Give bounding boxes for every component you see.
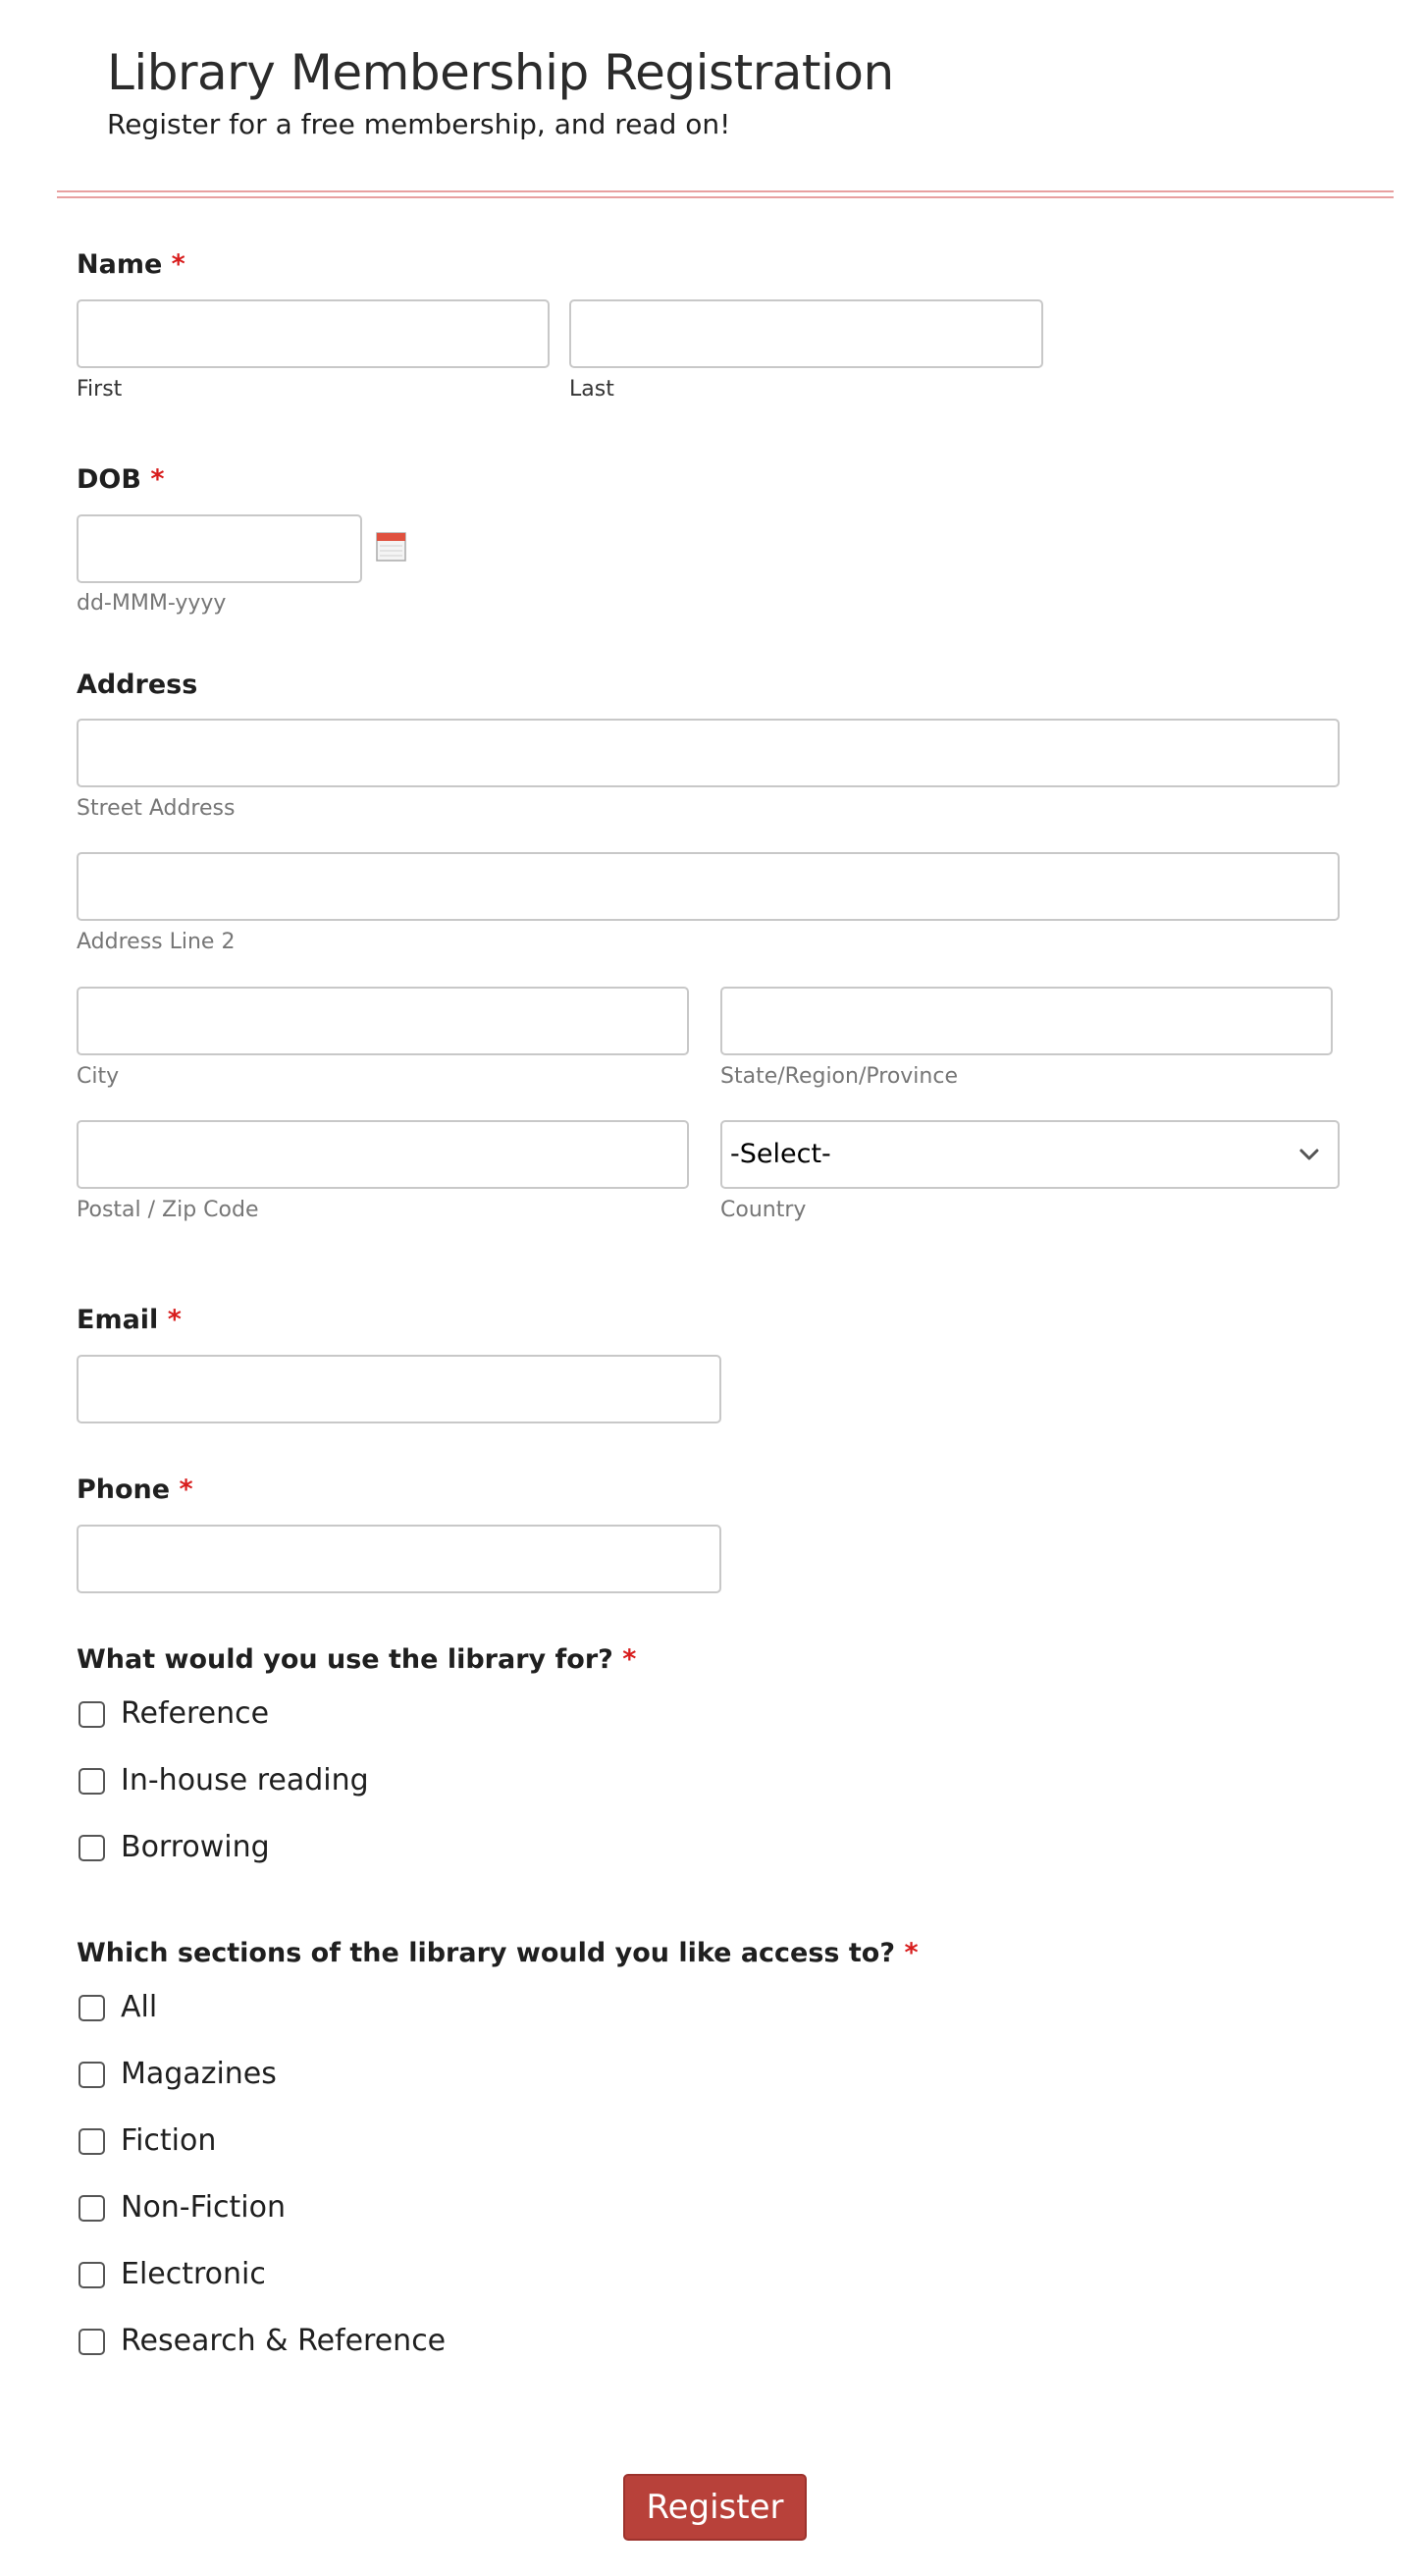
required-mark: * — [179, 1475, 193, 1505]
checkbox[interactable] — [79, 1701, 105, 1728]
header-divider — [57, 190, 1394, 198]
calendar-icon[interactable] — [376, 532, 406, 562]
checkbox[interactable] — [79, 2262, 105, 2288]
state-sublabel: State/Region/Province — [720, 1064, 958, 1089]
checkbox-label: Research & Reference — [121, 2324, 447, 2358]
required-mark: * — [171, 249, 185, 280]
address-label — [77, 669, 197, 702]
city-input[interactable] — [77, 987, 689, 1055]
checkbox-label: Electronic — [121, 2257, 266, 2291]
first-name-input[interactable] — [77, 299, 550, 368]
dob-format-hint: dd-MMM-yyyy — [77, 591, 227, 616]
phone-label — [77, 1474, 193, 1507]
sections-question — [77, 1937, 919, 1970]
address-line2-sublabel: Address Line 2 — [77, 930, 236, 954]
name-label-text: Name — [77, 249, 163, 280]
street-address-sublabel: Street Address — [77, 796, 236, 821]
checkbox[interactable] — [79, 1995, 105, 2021]
checkbox[interactable] — [79, 2062, 105, 2088]
phone-label-text: Phone — [77, 1475, 171, 1505]
last-name-input[interactable] — [569, 299, 1043, 368]
checkbox-label: All — [121, 1990, 158, 2024]
required-mark: * — [904, 1938, 919, 1968]
country-sublabel: Country — [720, 1198, 807, 1222]
checkbox-label: Magazines — [121, 2057, 277, 2091]
checkbox[interactable] — [79, 2329, 105, 2355]
chevron-down-icon — [1298, 1144, 1320, 1165]
address-label-text: Address — [77, 670, 198, 700]
country-select-value: -Select- — [730, 1139, 831, 1169]
required-mark: * — [622, 1644, 637, 1675]
sections-question-text: Which sections of the library would you like access to? — [77, 1938, 896, 1968]
phone-input[interactable] — [77, 1525, 721, 1593]
form-header — [107, 41, 894, 143]
checkbox-label: In-house reading — [121, 1763, 369, 1798]
page-title: Library Membership Registration — [107, 44, 894, 101]
street-address-input[interactable] — [77, 719, 1340, 787]
usage-question-text: What would you use the library for? — [77, 1644, 613, 1675]
checkbox[interactable] — [79, 2128, 105, 2155]
last-name-sublabel: Last — [569, 377, 614, 402]
register-button[interactable]: Register — [623, 2474, 807, 2541]
dob-input[interactable] — [77, 514, 362, 583]
email-label — [77, 1304, 182, 1337]
country-select[interactable] — [720, 1120, 1340, 1189]
postal-code-sublabel: Postal / Zip Code — [77, 1198, 259, 1222]
checkbox[interactable] — [79, 1768, 105, 1795]
name-label — [77, 248, 185, 282]
checkbox[interactable] — [79, 1835, 105, 1861]
email-input[interactable] — [77, 1355, 721, 1423]
email-label-text: Email — [77, 1305, 159, 1335]
usage-question — [77, 1643, 636, 1677]
state-input[interactable] — [720, 987, 1333, 1055]
checkbox-label: Reference — [121, 1696, 270, 1731]
page-subtitle: Register for a free membership, and read on! — [107, 108, 731, 140]
checkbox-label: Borrowing — [121, 1830, 270, 1864]
checkbox-label: Fiction — [121, 2123, 217, 2158]
address-line2-input[interactable] — [77, 852, 1340, 921]
city-sublabel: City — [77, 1064, 120, 1089]
required-mark: * — [150, 464, 165, 495]
checkbox[interactable] — [79, 2195, 105, 2222]
postal-code-input[interactable] — [77, 1120, 689, 1189]
required-mark: * — [167, 1305, 182, 1335]
checkbox-label: Non-Fiction — [121, 2190, 287, 2225]
dob-label-text: DOB — [77, 464, 141, 495]
dob-label — [77, 463, 164, 497]
first-name-sublabel: First — [77, 377, 123, 402]
